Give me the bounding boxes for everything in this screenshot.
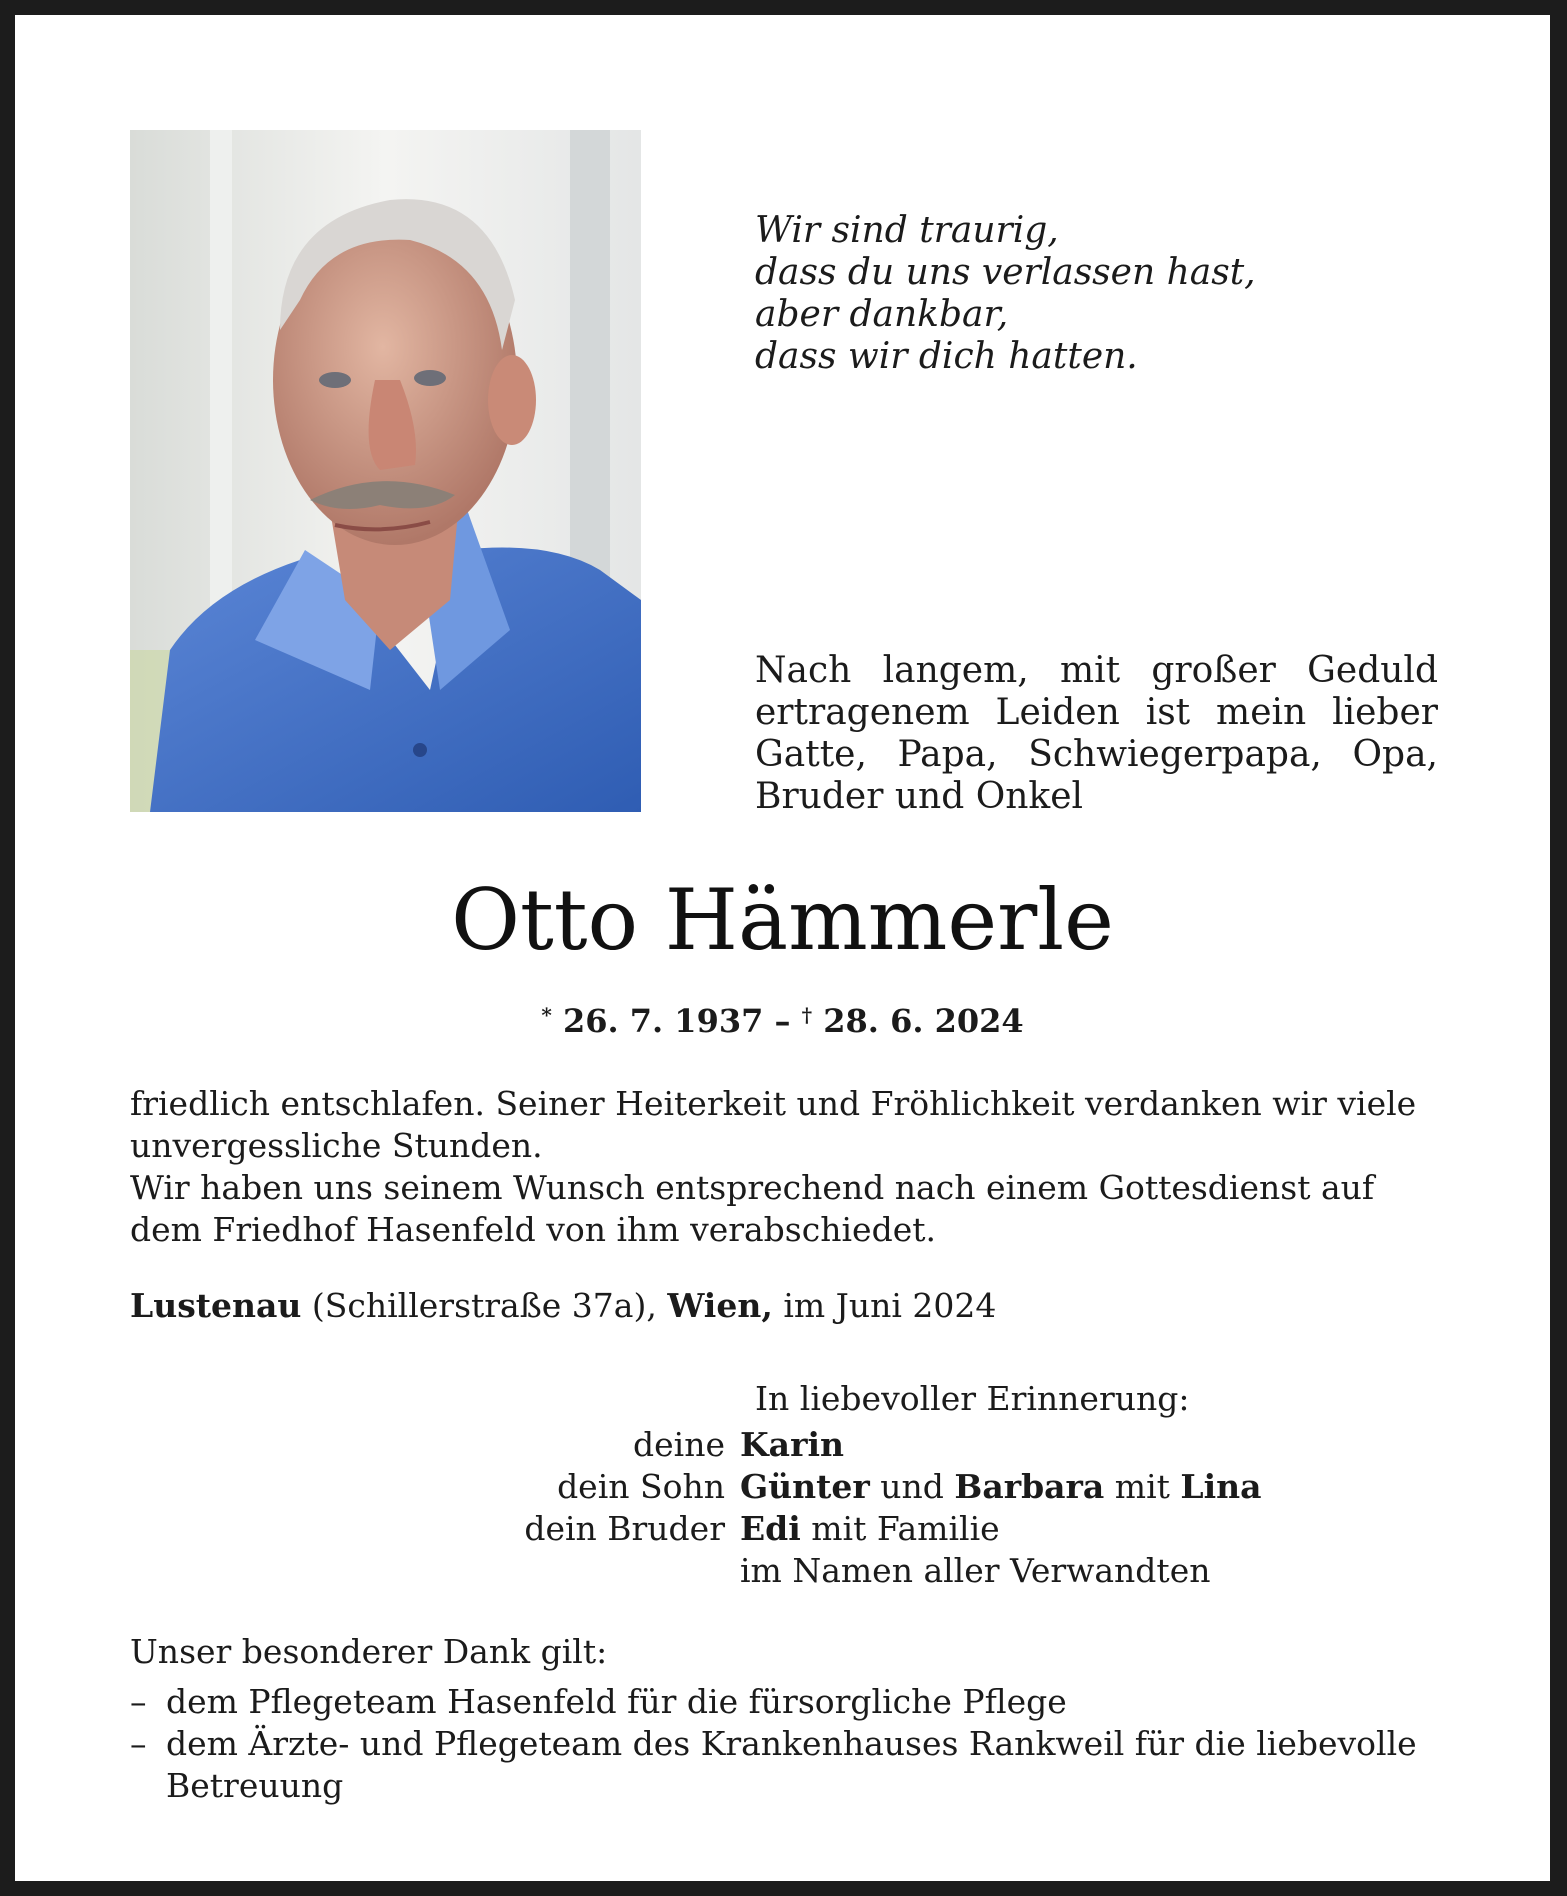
signer-names — [740, 1550, 1210, 1592]
obituary-card — [15, 15, 1550, 1881]
signer-connector: mit — [1104, 1467, 1181, 1506]
signer-name: Lina — [1180, 1467, 1262, 1506]
birth-date: 26. 7. 1937 — [562, 1002, 764, 1040]
memorial-quote — [755, 210, 1515, 378]
date-separator: – — [774, 1002, 791, 1040]
signer-row — [130, 1508, 1460, 1550]
place-address: (Schillerstraße 37a), — [311, 1286, 657, 1325]
body-paragraph: Wir haben uns seinem Wunsch entsprechend nach einem Gottesdienst auf dem Friedhof Hasenfeld von ihm verabschiedet. — [130, 1168, 1375, 1249]
place-city: Lustenau — [130, 1286, 302, 1325]
quote-line: aber dankbar, — [755, 294, 1009, 335]
signers-list — [130, 1424, 1460, 1592]
quote-line: dass du uns verlassen hast, — [755, 252, 1256, 293]
signer-name: Barbara — [954, 1467, 1105, 1506]
death-date: 28. 6. 2024 — [823, 1002, 1024, 1040]
signer-connector: im Namen aller Verwandten — [740, 1551, 1211, 1590]
thanks-item-text: dem Pflegeteam Hasenfeld für die fürsorgliche Pflege — [166, 1682, 1067, 1721]
signer-names — [740, 1466, 1262, 1508]
thanks-section — [130, 1631, 1460, 1807]
place-city: Wien, — [667, 1286, 773, 1325]
thanks-item — [130, 1723, 1438, 1807]
signer-relation — [130, 1550, 740, 1592]
thanks-item — [130, 1681, 1438, 1723]
bullet-dash: – — [130, 1724, 147, 1763]
signer-connector: und — [869, 1467, 955, 1506]
signer-row — [130, 1424, 1460, 1466]
quote-line: Wir sind traurig, — [755, 210, 1059, 251]
signer-name: Karin — [740, 1425, 844, 1464]
signer-relation: dein Bruder — [524, 1509, 725, 1548]
signer-row — [130, 1550, 1460, 1592]
death-symbol: † — [801, 1003, 813, 1027]
signer-connector: mit Familie — [800, 1509, 1000, 1548]
portrait-photo — [130, 130, 641, 812]
life-dates — [15, 995, 1550, 1041]
intro-text: Nach langem, mit großer Geduld ertragenem Leiden ist mein lieber Gatte, Papa, Schwiegerpapa, Opa, Bruder und Onkel — [755, 650, 1438, 817]
signer-names — [740, 1424, 844, 1466]
thanks-heading: Unser besonderer Dank gilt: — [130, 1632, 608, 1671]
thanks-item-text: dem Ärzte- und Pflegeteam des Krankenhauses Rankweil für die liebevolle Betreuung — [166, 1724, 1417, 1805]
signer-name: Edi — [740, 1509, 801, 1548]
signer-row — [130, 1466, 1460, 1508]
deceased-name: Otto Hämmerle — [451, 871, 1114, 969]
body-paragraph: friedlich entschlafen. Seiner Heiterkeit und Fröhlichkeit verdanken wir viele unvergessliche Stunden. — [130, 1084, 1417, 1165]
memory-label: In liebevoller Erinnerung: — [755, 1379, 1190, 1418]
portrait-illustration — [130, 130, 641, 812]
signer-relation: dein Sohn — [557, 1467, 725, 1506]
place-date-line — [130, 1285, 1438, 1327]
thanks-list — [130, 1681, 1460, 1807]
signer-relation: deine — [633, 1425, 725, 1464]
announcement-body — [130, 1083, 1438, 1251]
place-date: im Juni 2024 — [783, 1286, 997, 1325]
signer-names — [740, 1508, 1000, 1550]
bullet-dash: – — [130, 1682, 147, 1721]
signer-name: Günter — [740, 1467, 870, 1506]
birth-symbol: * — [541, 1003, 552, 1027]
quote-line: dass wir dich hatten. — [755, 336, 1138, 377]
